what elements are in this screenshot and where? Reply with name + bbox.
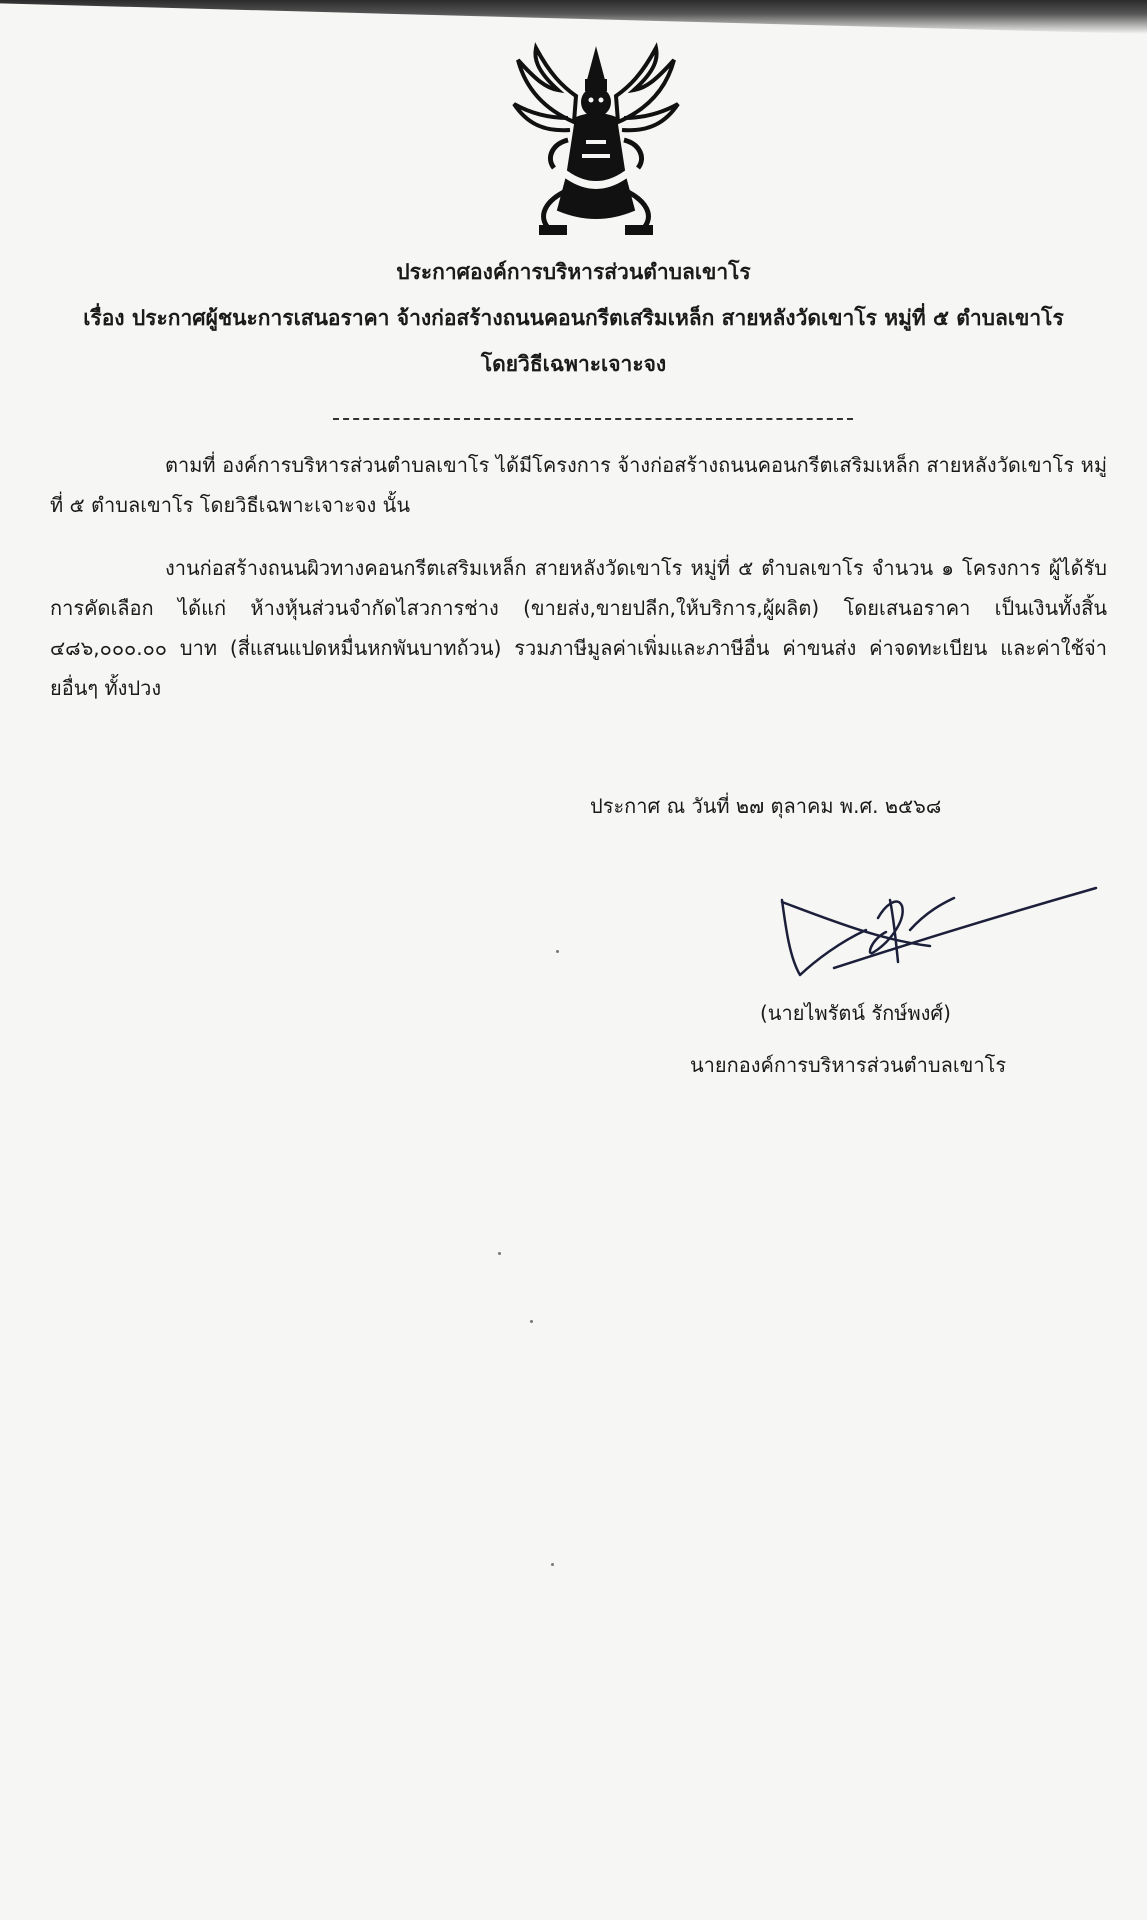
divider xyxy=(333,418,853,420)
document-title: ประกาศองค์การบริหารส่วนตำบลเขาโร xyxy=(396,260,751,284)
signature-image xyxy=(770,880,1100,990)
paragraph-background: ตามที่ องค์การบริหารส่วนตำบลเขาโร ได้มีโครงการ จ้างก่อสร้างถนนคอนกรีตเสริมเหล็ก สายหลังวัดเขาโร หมู่ที่ ๕ ตำบลเขาโร โดยวิธีเฉพาะเจาะจง นั้น xyxy=(50,453,1107,517)
document-subject: เรื่อง ประกาศผู้ชนะการเสนอราคา จ้างก่อสร้างถนนคอนกรีตเสริมเหล็ก สายหลังวัดเขาโร หมู่ที่ ๕ ตำบลเขาโร xyxy=(83,306,1064,330)
document-subject-continued: โดยวิธีเฉพาะเจาะจง xyxy=(480,352,667,376)
garuda-emblem-icon xyxy=(506,40,686,240)
scan-speck xyxy=(551,1563,554,1566)
signer-position: นายกองค์การบริหารส่วนตำบลเขาโร xyxy=(690,1053,1007,1077)
scan-speck xyxy=(556,950,559,953)
scan-speck xyxy=(530,1320,533,1323)
announcement-date: ประกาศ ณ วันที่ ๒๗ ตุลาคม พ.ศ. ๒๕๖๘ xyxy=(590,794,942,818)
scan-speck xyxy=(498,1252,501,1255)
paragraph-award: งานก่อสร้างถนนผิวทางคอนกรีตเสริมเหล็ก สายหลังวัดเขาโร หมู่ที่ ๕ ตำบลเขาโร จำนวน ๑ โครงการ ผู้ได้รับการคัดเลือก ได้แก่ ห้างหุ้นส่วนจำกัดไสวการช่าง (ขายส่ง,ขายปลีก,ให้บริการ,ผู้ผลิต) โดยเสนอราคา เป็นเงินทั้งสิ้น ๔๘๖,๐๐๐.๐๐ บาท (สี่แสนแปดหมื่นหกพันบาทถ้วน) รวมภาษีมูลค่าเพิ่มและภาษีอื่น ค่าขนส่ง ค่าจดทะเบียน และค่าใช้จ่ายอื่นๆ ทั้งปวง xyxy=(50,556,1107,700)
signer-name: (นายไพรัตน์ รักษ์พงศ์) xyxy=(760,1001,951,1025)
